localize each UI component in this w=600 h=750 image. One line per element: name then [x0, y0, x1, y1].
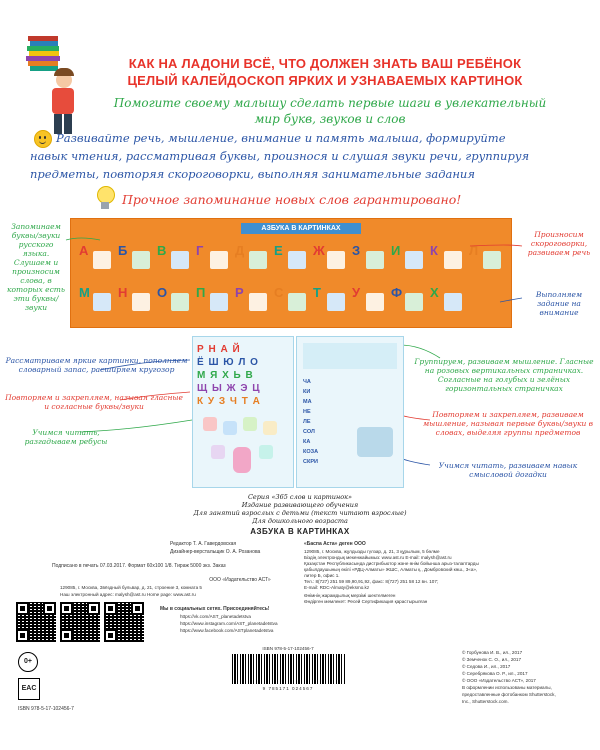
poster-letter: Т: [313, 285, 321, 300]
word-item: НЕ: [303, 409, 311, 415]
imprint-email: Наш электронный адрес: malysh@ast.ru Home page: www.ast.ru: [60, 592, 196, 597]
social-instagram[interactable]: https://www.instagram.com/AST_planetadetstva: [180, 621, 278, 626]
barcode-isbn: ISBN 978-5-17-102456-7: [262, 646, 314, 651]
social-title: Мы в социальных сетях. Присоединяйтесь!: [160, 606, 270, 612]
poster-letter: П: [196, 285, 206, 300]
word-item: МА: [303, 399, 312, 405]
poster-letter: Х: [430, 285, 439, 300]
word-item: ЛЕ: [303, 419, 311, 425]
letters-board: [192, 336, 294, 488]
header-line-1: КАК НА ЛАДОНИ ВСЁ, ЧТО ДОЛЖЕН ЗНАТЬ ВАШ РЕБЁНОК: [128, 56, 522, 71]
age-rating-badge: [18, 652, 38, 672]
poster-letter: Н: [118, 285, 128, 300]
word-item: КОЗА: [303, 449, 319, 455]
credit-4: © Серебрякова О. Р., ил., 2017: [462, 671, 528, 676]
poster-letter: Г: [196, 243, 204, 258]
kazakh-line-1: «Баспа Аста» деген ООО: [304, 541, 366, 547]
poster-letter: З: [352, 243, 361, 258]
series-line-2: Издание развивающего обучения: [241, 501, 359, 509]
credit-8: Inc., Shutterstock.com.: [462, 699, 509, 704]
letters-row: Ё Ш Ю Л О: [197, 357, 259, 368]
ship-picture: [357, 427, 393, 457]
rebus-area: [203, 417, 283, 477]
kazakh-line-5: қабылдаушының өкілі «РДЦ-Алматы» ЖШС, Алматы қ., Домбровский көш., 3«а»,: [304, 567, 478, 572]
poster-letter: В: [157, 243, 167, 258]
barcode-digits: 9 785171 024567: [262, 686, 314, 691]
credit-3: © Седова И., ил., 2017: [462, 664, 511, 669]
imprint-address: 129085, г. Москва, Звёздный бульвар, д. 21, строение 3, комната 5: [60, 585, 202, 590]
kazakh-line-3: Біздің электрондық мекенжайымыз: www.ast.ru E-mail: malysh@ast.ru: [304, 555, 452, 560]
poster-letter: Р: [235, 285, 244, 300]
credit-7: предоставленные фотобанком Shutterstock,: [462, 692, 556, 697]
qr-code-3: [104, 602, 144, 642]
credit-6: В оформлении использованы материалы,: [462, 685, 552, 690]
imprint-publisher: ООО «Издательство АСТ»: [209, 577, 271, 583]
series-line-3: Для занятий взрослых с детьми (текст читают взрослые): [193, 509, 407, 517]
poster-letter: Ф: [391, 285, 403, 300]
qr-code-2: [60, 602, 100, 642]
kazakh-line-2: 129085, г. Москва, жұлдызды гүлзар, д. 21, 3 құрылым, 5 бөлме: [304, 549, 440, 554]
kazakh-line-8: E-mail: RDC-Almaty@eksmo.kz: [304, 585, 370, 590]
eac-mark: [18, 678, 40, 700]
note-right-5: Учимся читать, развиваем навык смысловой догадки: [438, 461, 578, 479]
words-board-header: [303, 343, 397, 369]
note-left-4: Учимся читать, разгадываем ребусы: [24, 428, 108, 446]
word-item: КА: [303, 439, 311, 445]
intro-line-1: Помогите своему малышу сделать первые шаги в увлекательный: [113, 96, 547, 110]
note-right-3: Группируем, развиваем мышление. Гласные на розовых вертикальных страничках. Согласные на голубых и зелёных горизонтальных страничках: [414, 357, 594, 393]
series-line-4: Для дошкольного возраста: [252, 517, 348, 525]
imprint-print: Подписано в печать 07.03.2017. Формат 60х100 1/8. Тираж 5000 экз. Заказ: [52, 563, 226, 569]
poster-letter: У: [352, 285, 361, 300]
poster-letter: Л: [469, 243, 479, 258]
develop-line-2: навык чтения, рассматривая буквы, произнося и слушая звуки речи, группируя: [30, 149, 530, 163]
develop-line-3: предметы, повторяя скороговорки, выполняя занимательные задания: [30, 167, 475, 181]
letters-row: Р Н А Й: [197, 344, 241, 355]
age-rating-label: 0+: [24, 658, 32, 665]
note-right-2: Выполняем задание на внимание: [535, 290, 583, 317]
credit-5: © ООО «Издательство АСТ», 2017: [462, 678, 536, 683]
word-item: ЧА: [303, 379, 311, 385]
words-board: [296, 336, 404, 488]
note-left-2: Рассматриваем яркие картинки, пополняем словарный запас, расширяем кругозор: [5, 356, 188, 374]
poster-letter: Ж: [313, 243, 325, 258]
poster-letter: Д: [235, 243, 245, 258]
letters-row: Щ Ы Ж Э Ц: [197, 383, 261, 394]
imprint-editor: Редактор Т. А. Гавердовская: [170, 541, 237, 547]
note-left-1: Запоминаем буквы/звуки русского языка. Слушаем и произносим слова, в которых есть эти буквы/звуки: [7, 222, 65, 312]
kazakh-line-9: Өнімнің жарамдылық мерзімі шектелмеген: [304, 593, 396, 598]
isbn-text: ISBN 978-5-17-102456-7: [18, 706, 74, 712]
intro-line-2: мир букв, звуков и слов: [254, 112, 406, 126]
kazakh-line-10: Өндірген мемлекет: Ресей Сертификация қарастырылған: [304, 599, 428, 604]
note-left-3: Повторяем и закрепляем, называя гласные и согласные буквы/звуки: [5, 393, 183, 411]
develop-line-1: Развивайте речь, мышление, внимание и память малыша, формируйте: [56, 131, 506, 145]
poster-letter: А: [79, 243, 89, 258]
poster-letter: М: [79, 285, 90, 300]
note-right-1: Произносим скороговорки, развиваем речь: [527, 230, 591, 257]
qr-code-1: [16, 602, 56, 642]
series-title: АЗБУКА В КАРТИНКАХ: [250, 527, 350, 536]
poster-title: АЗБУКА В КАРТИНКАХ: [241, 223, 361, 234]
poster-letter: И: [391, 243, 401, 258]
kazakh-line-4: Қазақстан Республикасында дистрибьютор және өнім бойынша арыз-талаптарды: [304, 561, 479, 566]
word-item: СОЛ: [303, 429, 315, 435]
poster-letter: С: [274, 285, 284, 300]
word-item: СКРИ: [303, 459, 318, 465]
imprint-designer: Дизайнер-верстальщик О. А. Розанова: [170, 549, 261, 555]
guarantee-text: Прочное запоминание новых слов гарантировано!: [122, 192, 462, 207]
poster-letter: Е: [274, 243, 283, 258]
word-item: КИ: [303, 389, 311, 395]
header-line-2: ЦЕЛЫЙ КАЛЕЙДОСКОП ЯРКИХ И УЗНАВАЕМЫХ КАРТИНОК: [127, 73, 523, 88]
letters-row: М Я Х Ь В: [197, 370, 254, 381]
kazakh-line-7: Тел.: 8(727) 251 59 89,90,91,92, факс: 8(727) 251 58 12 вн. 107;: [304, 579, 439, 584]
social-vk[interactable]: https://vk.com/AST_planetadetstva: [180, 614, 251, 619]
social-facebook[interactable]: https://www.facebook.com/ASTplanetadetstva: [180, 628, 274, 633]
barcode: [232, 654, 346, 684]
poster-letter: О: [157, 285, 168, 300]
letters-row: К У З Ч Т А: [197, 396, 261, 407]
eac-label: EAC: [21, 685, 37, 692]
kazakh-line-6: литер Б, офис 1.: [304, 573, 340, 578]
poster-letter: Б: [118, 243, 128, 258]
note-right-4: Повторяем и закрепляем, развиваем мышление, называя первые буквы/звуки в словах, выделяя группы предметов: [422, 410, 594, 437]
credit-1: © Горбунова И. В., ил., 2017: [462, 650, 523, 655]
credit-2: © Земченок С. О., ил., 2017: [462, 657, 522, 662]
poster-letter: К: [430, 243, 438, 258]
series-line-1: Серия «365 слов и картинок»: [247, 493, 353, 501]
